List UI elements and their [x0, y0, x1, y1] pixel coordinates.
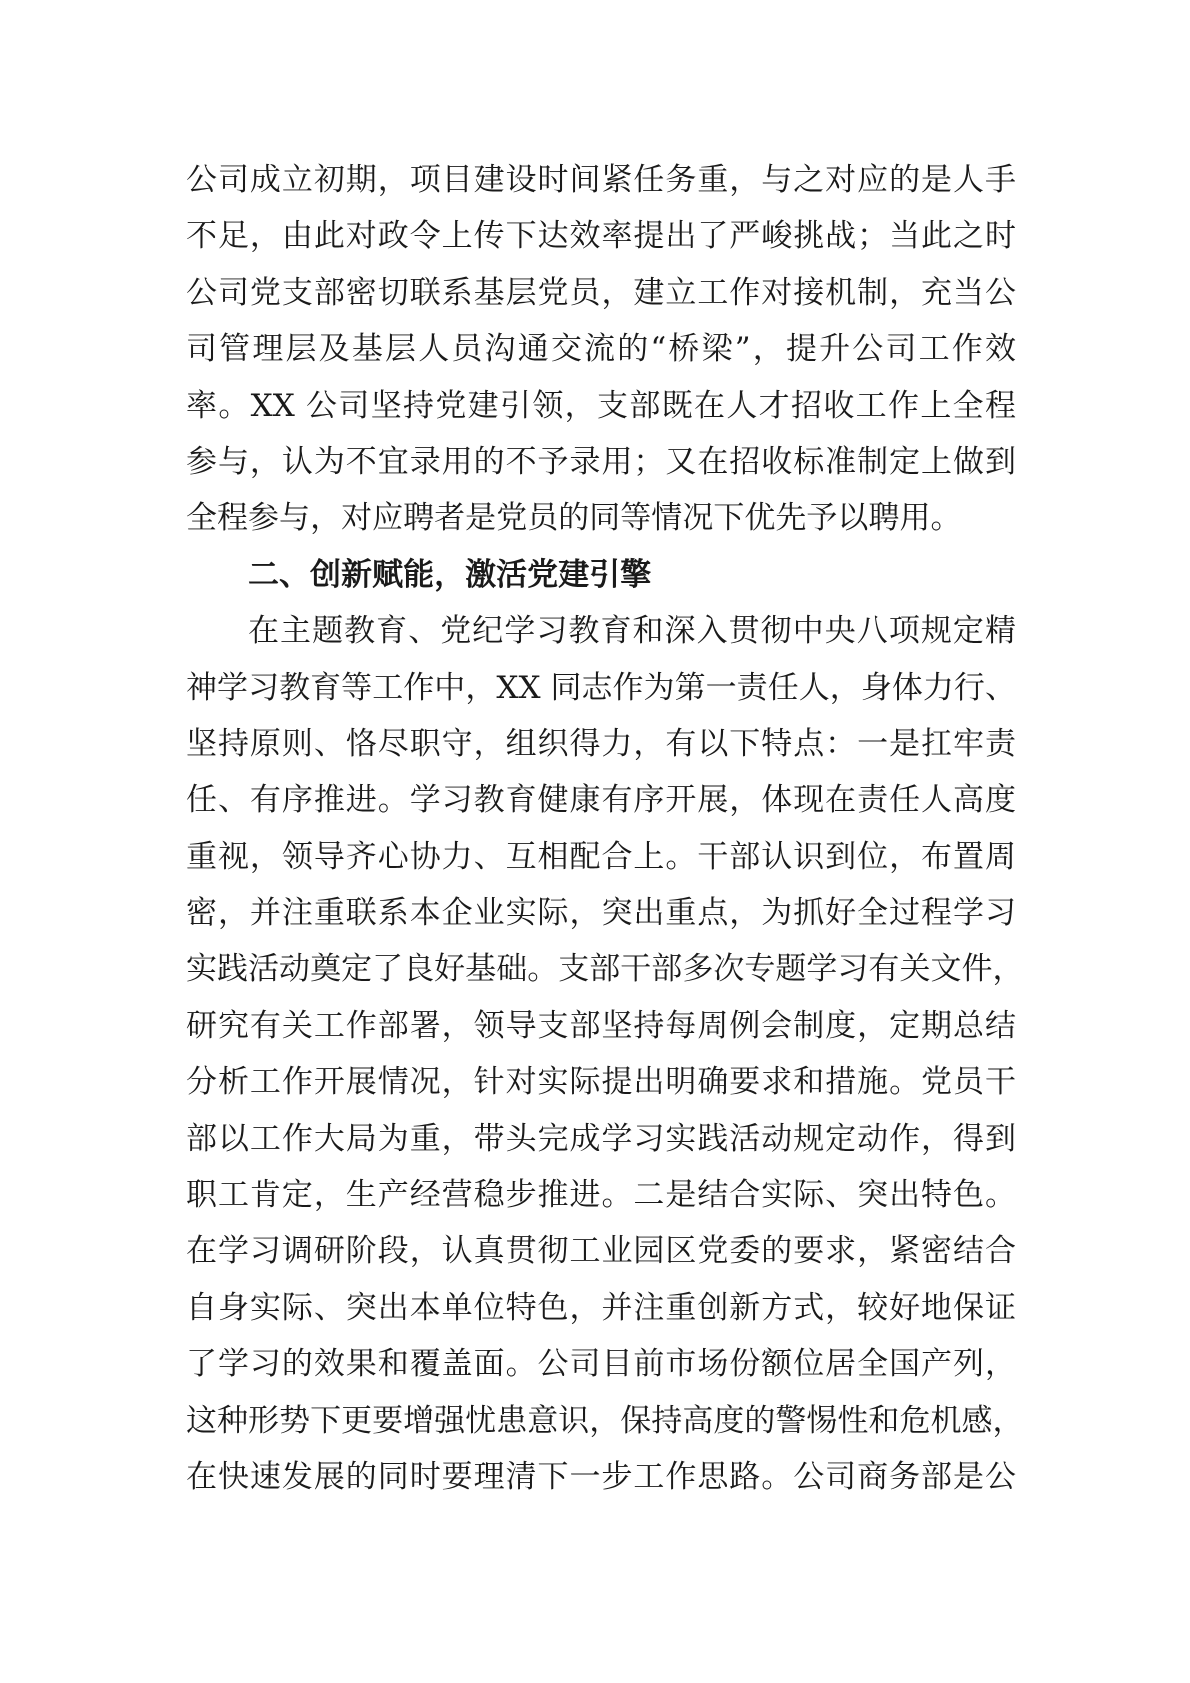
- paragraph-2: [186, 603, 1024, 1505]
- paragraph-2-line-6: 密，并注重联系本企业实际，突出重点，为抓好全过程学习: [186, 895, 1016, 932]
- paragraph-2-line-1: 在主题教育、党纪学习教育和深入贯彻中央八项规定精: [248, 613, 1016, 650]
- paragraph-2-line-14: 了学习的效果和覆盖面。公司目前市场份额位居全国产列，: [186, 1346, 1016, 1383]
- paragraph-2-line-13: 自身实际、突出本单位特色，并注重创新方式，较好地保证: [186, 1289, 1016, 1326]
- paragraph-1-line-4: 司管理层及基层人员沟通交流的“桥梁”，提升公司工作效: [186, 331, 1016, 368]
- paragraph-2-line-10: 部以工作大局为重，带头完成学习实践活动规定动作，得到: [186, 1120, 1016, 1157]
- paragraph-1-line-3: 公司党支部密切联系基层党员，建立工作对接机制，充当公: [186, 274, 1016, 311]
- paragraph-2-line-16: 在快速发展的同时要理清下一步工作思路。公司商务部是公: [186, 1458, 1016, 1495]
- section-heading: 二、创新赋能，激活党建引擎: [248, 556, 652, 593]
- document-body: [186, 152, 1024, 1505]
- paragraph-1-line-2: 不足，由此对政令上传下达效率提出了严峻挑战；当此之时: [186, 218, 1016, 255]
- paragraph-1: [186, 152, 1016, 547]
- paragraph-1-line-5: 率。XX 公司坚持党建引领，支部既在人才招收工作上全程: [186, 387, 1016, 424]
- paragraph-2-line-3: 坚持原则、恪尽职守，组织得力，有以下特点：一是扛牢责: [186, 725, 1016, 762]
- paragraph-2-line-8: 研究有关工作部署，领导支部坚持每周例会制度，定期总结: [186, 1007, 1016, 1044]
- paragraph-2-line-5: 重视，领导齐心协力、互相配合上。干部认识到位，布置周: [186, 838, 1016, 875]
- paragraph-2-line-2: 神学习教育等工作中，XX 同志作为第一责任人，身体力行、: [186, 669, 1016, 706]
- paragraph-2-line-15: 这种形势下更要增强忧患意识，保持高度的警惕性和危机感，: [186, 1402, 1024, 1439]
- paragraph-2-line-7: 实践活动奠定了良好基础。支部干部多次专题学习有关文件，: [186, 951, 1024, 988]
- paragraph-1-line-7: 全程参与，对应聘者是党员的同等情况下优先予以聘用。: [186, 500, 962, 537]
- paragraph-2-line-12: 在学习调研阶段，认真贯彻工业园区党委的要求，紧密结合: [186, 1233, 1016, 1270]
- paragraph-1-line-1: 公司成立初期，项目建设时间紧任务重，与之对应的是人手: [186, 162, 1016, 198]
- paragraph-2-line-4: 任、有序推进。学习教育健康有序开展，体现在责任人高度: [186, 782, 1016, 819]
- paragraph-2-line-9: 分析工作开展情况，针对实际提出明确要求和措施。党员干: [186, 1064, 1016, 1101]
- paragraph-2-line-11: 职工肯定，生产经营稳步推进。二是结合实际、突出特色。: [186, 1177, 1016, 1214]
- paragraph-1-line-6: 参与，认为不宜录用的不予录用；又在招收标准制定上做到: [186, 443, 1016, 480]
